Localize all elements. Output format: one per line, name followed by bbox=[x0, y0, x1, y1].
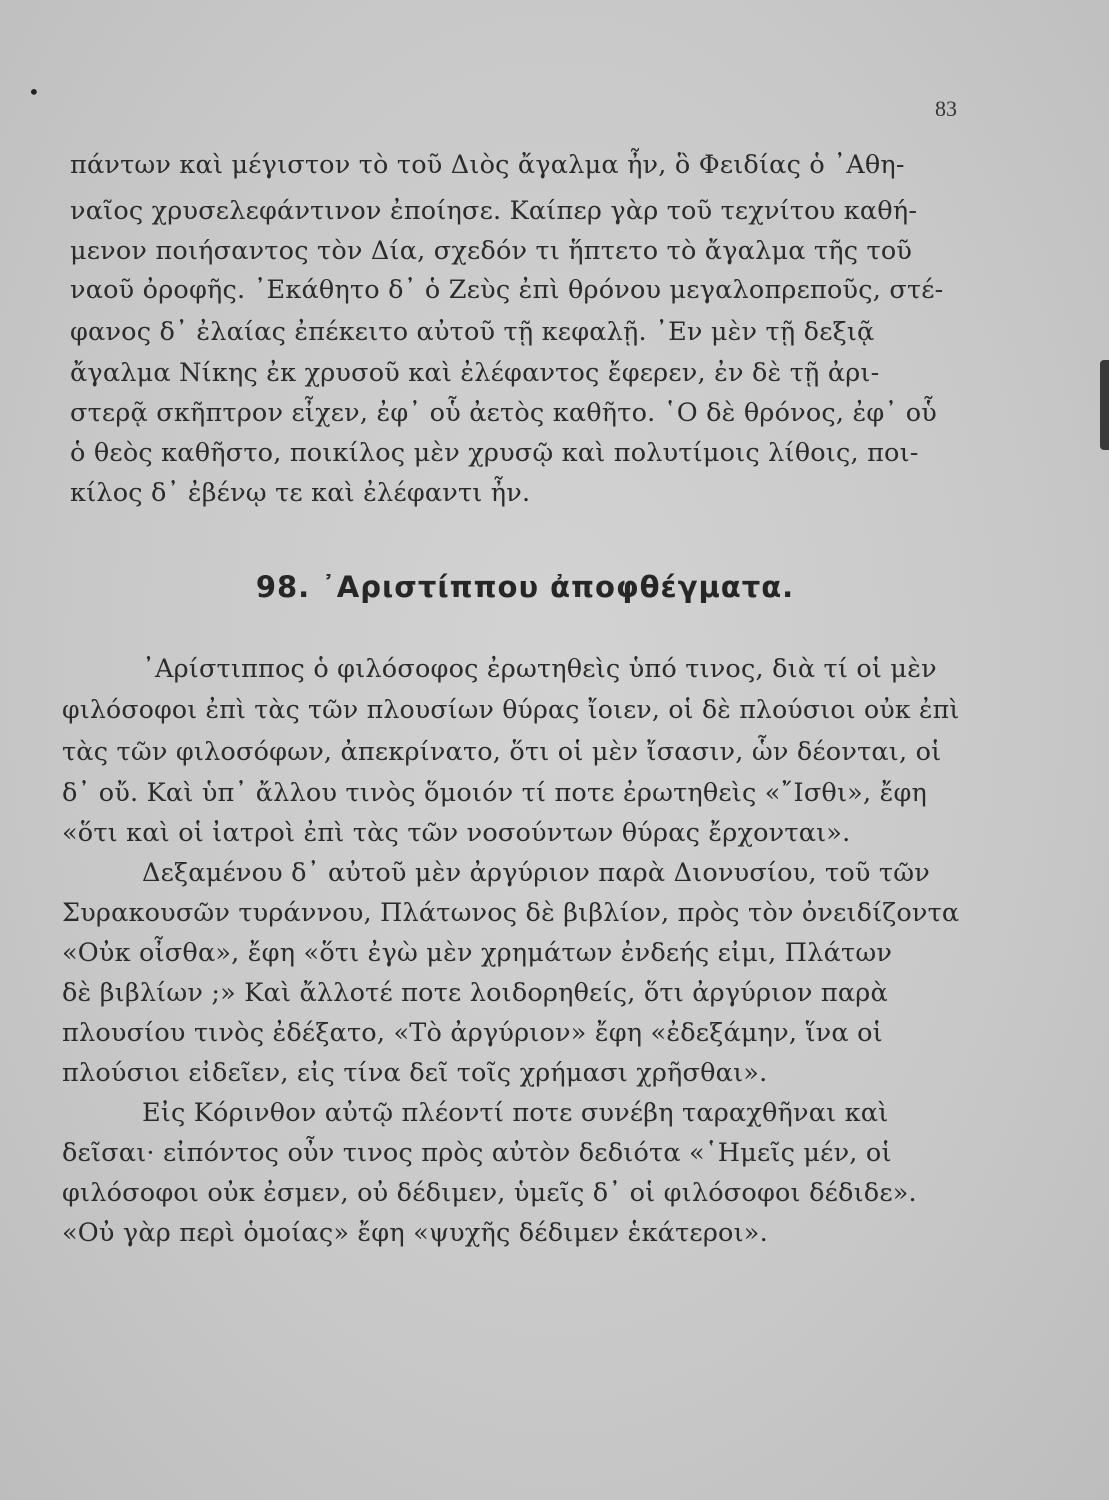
text-line: στερᾷ σκῆπτρον εἶχεν, ἐφ᾿ οὗ ἀετὸς καθῆτο. ῾Ο δὲ θρόνος, ἐφ᾿ οὗ bbox=[70, 398, 937, 428]
text-line: τὰς τῶν φιλοσόφων, ἀπεκρίνατο, ὅτι οἱ μὲν ἴσασιν, ὧν δέονται, οἱ bbox=[62, 737, 942, 767]
text-line: ὁ θεὸς καθῆστο, ποικίλος μὲν χρυσῷ καὶ πολυτίμοις λίθοις, ποι- bbox=[70, 438, 919, 468]
text-line: δεῖσαι· εἰπόντος οὖν τινος πρὸς αὐτὸν δεδιότα «῾Ημεῖς μέν, οἱ bbox=[62, 1138, 892, 1168]
text-line: «Οὐκ οἶσθα», ἔφη «ὅτι ἐγὼ μὲν χρημάτων ἐνδεής εἰμι, Πλάτων bbox=[62, 938, 893, 968]
text-line: πλούσιοι εἰδεῖεν, εἰς τίνα δεῖ τοῖς χρήμασι χρῆσθαι». bbox=[62, 1058, 768, 1088]
section-heading: 98. ᾿Αριστίππου ἀποφθέγματα. bbox=[255, 570, 795, 604]
text-line: δὲ βιβλίων ;» Καὶ ἄλλοτέ ποτε λοιδορηθείς, ὅτι ἀργύριον παρὰ bbox=[62, 978, 888, 1008]
margin-mark: • bbox=[28, 80, 40, 104]
text-line: «ὅτι καὶ οἱ ἰατροὶ ἐπὶ τὰς τῶν νοσούντων θύρας ἔρχονται». bbox=[62, 818, 851, 848]
text-line: Συρακουσῶν τυράννου, Πλάτωνος δὲ βιβλίον, πρὸς τὸν ὀνειδίζοντα bbox=[62, 898, 960, 928]
text-line: Εἰς Κόρινθον αὐτῷ πλέοντί ποτε συνέβη ταραχθῆναι καὶ bbox=[142, 1098, 889, 1128]
text-line: δ᾿ οὔ. Καὶ ὑπ᾿ ἄλλου τινὸς ὅμοιόν τί ποτε ἐρωτηθεὶς «῎Ισθι», ἔφη bbox=[62, 778, 928, 808]
text-line: πλουσίου τινὸς ἐδέξατο, «Τὸ ἀργύριον» ἔφη «ἐδεξάμην, ἵνα οἱ bbox=[62, 1018, 883, 1048]
text-line: πάντων καὶ μέγιστον τὸ τοῦ Διὸς ἄγαλμα ἦν, ὃ Φειδίας ὁ ᾿Αθη- bbox=[70, 150, 905, 180]
text-line: φιλόσοφοι οὐκ ἐσμεν, οὐ δέδιμεν, ὑμεῖς δ᾿ οἱ φιλόσοφοι δέδιδε». bbox=[62, 1178, 917, 1208]
page-number: 83 bbox=[935, 96, 957, 121]
page-edge-mark bbox=[1100, 360, 1109, 450]
text-line: ναοῦ ὀροφῆς. ᾿Εκάθητο δ᾿ ὁ Ζεὺς ἐπὶ θρόνου μεγαλοπρεποῦς, στέ- bbox=[70, 275, 944, 305]
text-line: μενον ποιήσαντος τὸν Δία, σχεδόν τι ἥπτετο τὸ ἄγαλμα τῆς τοῦ bbox=[70, 236, 913, 266]
text-line: Δεξαμένου δ᾿ αὐτοῦ μὲν ἀργύριον παρὰ Διονυσίου, τοῦ τῶν bbox=[142, 858, 930, 888]
text-line: κίλος δ᾿ ἐβένῳ τε καὶ ἐλέφαντι ἦν. bbox=[70, 478, 531, 508]
text-line: «Οὐ γὰρ περὶ ὁμοίας» ἔφη «ψυχῆς δέδιμεν ἑκάτεροι». bbox=[62, 1218, 768, 1248]
text-line: φιλόσοφοι ἐπὶ τὰς τῶν πλουσίων θύρας ἴοιεν, οἱ δὲ πλούσιοι οὐκ ἐπὶ bbox=[62, 695, 960, 725]
text-line: ᾿Αρίστιππος ὁ φιλόσοφος ἐρωτηθεὶς ὑπό τινος, διὰ τί οἱ μὲν bbox=[142, 654, 937, 684]
text-line: ἄγαλμα Νίκης ἐκ χρυσοῦ καὶ ἐλέφαντος ἔφερεν, ἐν δὲ τῇ ἀρι- bbox=[70, 358, 880, 388]
text-line: ναῖος χρυσελεφάντινον ἐποίησε. Καίπερ γὰρ τοῦ τεχνίτου καθή- bbox=[70, 196, 918, 226]
text-line: φανος δ᾿ ἐλαίας ἐπέκειτο αὐτοῦ τῇ κεφαλῇ. ᾿Εν μὲν τῇ δεξιᾷ bbox=[70, 317, 875, 347]
